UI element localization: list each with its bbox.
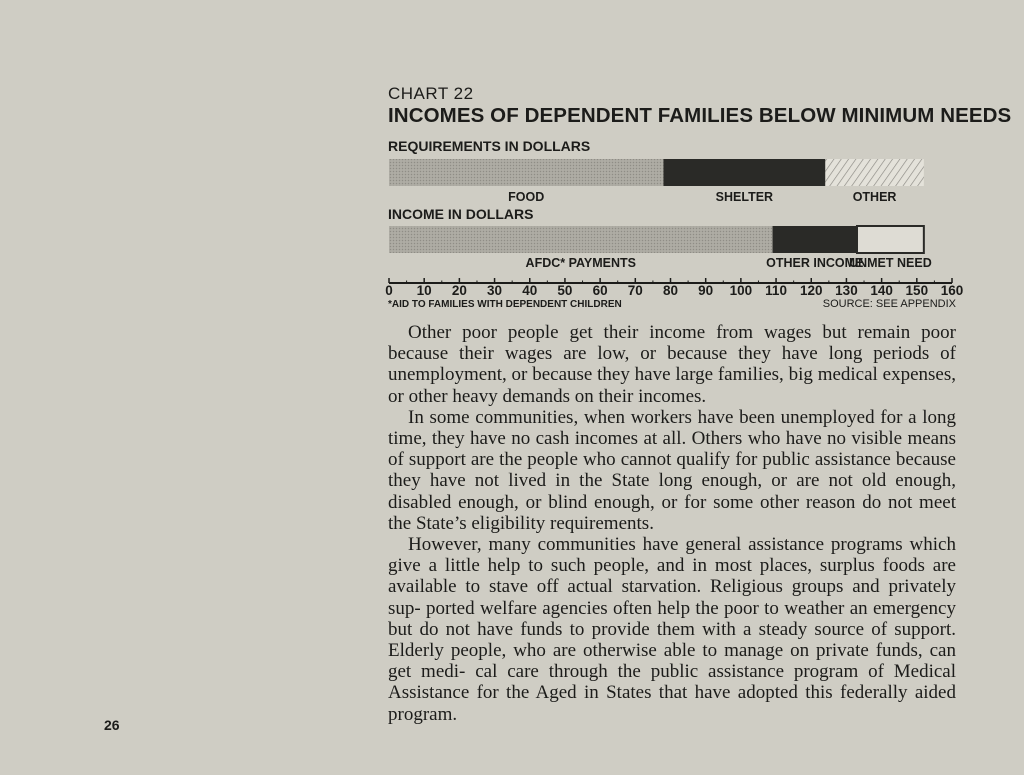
bar-segment-food <box>389 159 663 186</box>
segment-label: UNMET NEED <box>849 256 932 270</box>
chart-number: CHART 22 <box>388 84 474 103</box>
income-label: INCOME IN DOLLARS <box>388 206 534 222</box>
x-tick-label: 10 <box>416 283 432 298</box>
chart-footnote: *AID TO FAMILIES WITH DEPENDENT CHILDREN <box>388 299 622 310</box>
segment-label: SHELTER <box>715 190 774 204</box>
x-tick-label: 80 <box>662 283 679 298</box>
x-tick-label: 30 <box>487 283 503 298</box>
segment-label: OTHER INCOME <box>766 256 864 270</box>
bar-segment-other-income <box>773 226 857 253</box>
bar-segment-other <box>825 159 924 186</box>
x-tick-label: 20 <box>451 283 467 298</box>
bar-segment-shelter <box>663 159 825 186</box>
x-tick-label: 70 <box>627 283 643 298</box>
paragraph: Other poor people get their income from wages but remain poor because their wages are low, or because they have long periods of unemployment, or because they have large families, big medical expenses, or other heavy demands on their incomes. <box>388 322 956 407</box>
x-tick-label: 140 <box>870 283 893 298</box>
x-tick-label: 150 <box>905 283 929 298</box>
paragraph: In some communities, when workers have been unemployed for a long time, they have no cash incomes at all. Others who have no visible means of support are the people who cannot qualify for public assistance because they have not lived in the State long enough, or are not old enough, disabled enough, or blind enough, or for some other reason do not meet the State’s eligibility requirements. <box>388 406 956 534</box>
x-tick-label: 40 <box>522 283 538 298</box>
x-tick-label: 50 <box>557 283 573 298</box>
x-tick-label: 90 <box>698 283 714 298</box>
chart-title: INCOMES OF DEPENDENT FAMILIES BELOW MINIMUM NEEDS <box>388 104 1012 127</box>
x-tick-label: 110 <box>765 283 787 298</box>
x-tick-label: 100 <box>729 283 753 298</box>
bar-segment-unmet-need <box>857 226 924 253</box>
paragraph: However, many communities have general assistance programs which give a little help to such people, and in most places, surplus foods are available to stave off actual starvation. Religious groups and privately sup- ported welfare agencies often help the poor to weather an emergency but do not have funds to provide them with a steady source of support. Elderly people, who are otherwise able to manage on private funds, can get medi- cal care through the public assistance program of Medical Assistance for the Aged in States that have adopted this federally aided program. <box>388 534 956 725</box>
segment-label: OTHER <box>852 190 897 204</box>
stacked-bar-chart <box>0 0 1024 300</box>
chart-source: SOURCE: SEE APPENDIX <box>822 298 956 310</box>
x-tick-label: 130 <box>835 283 858 298</box>
page-number: 26 <box>104 717 120 733</box>
x-tick-label: 0 <box>385 283 393 298</box>
x-tick-label: 120 <box>799 283 823 298</box>
segment-label: AFDC* PAYMENTS <box>525 256 636 270</box>
x-tick-label: 60 <box>592 283 608 298</box>
segment-label: FOOD <box>508 190 545 204</box>
body-text <box>388 322 956 725</box>
x-tick-label: 160 <box>940 283 964 298</box>
requirements-label: REQUIREMENTS IN DOLLARS <box>388 138 591 154</box>
bar-segment-afdc-payments <box>389 226 773 253</box>
